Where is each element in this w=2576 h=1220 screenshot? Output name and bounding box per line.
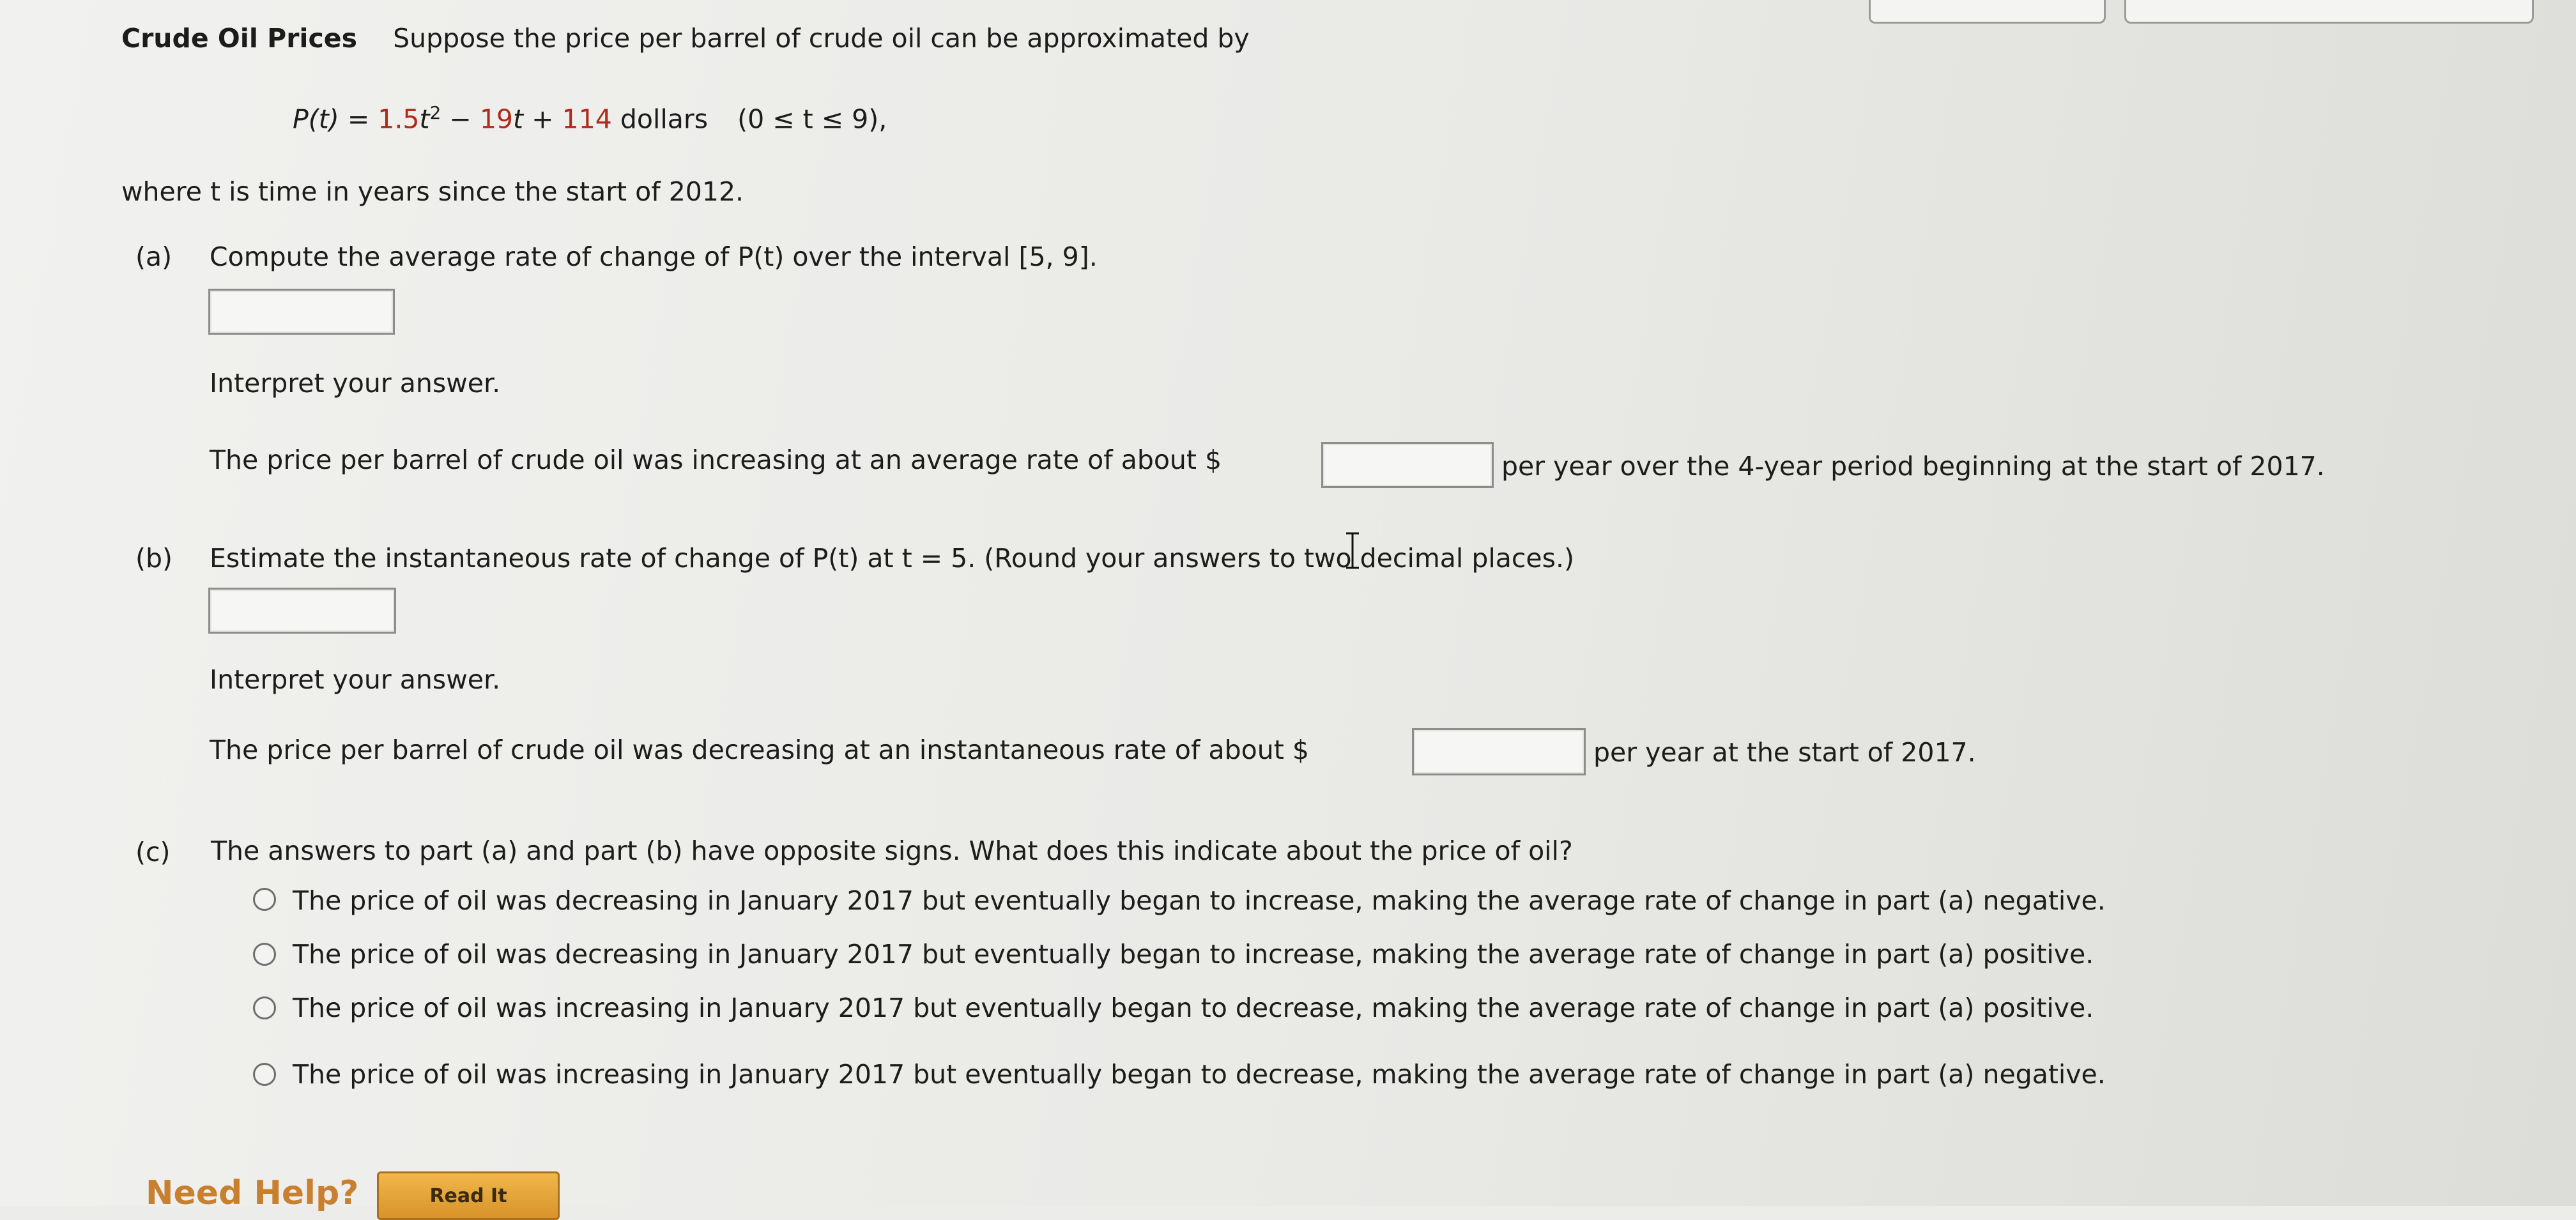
formula-minus: − bbox=[449, 103, 471, 135]
radio-button-icon[interactable] bbox=[253, 943, 276, 966]
top-toolbar-button[interactable] bbox=[2124, 0, 2534, 24]
part-a-answer-input[interactable] bbox=[208, 289, 395, 335]
part-b-answer-input[interactable] bbox=[208, 588, 396, 634]
formula-constant: 114 bbox=[562, 103, 612, 135]
part-b-question: Estimate the instantaneous rate of change of P(t) at t = 5. (Round your answers to two decimal places.) bbox=[210, 543, 1575, 574]
formula-coefficient-b: 19 bbox=[479, 103, 513, 135]
part-a-interpret-input[interactable] bbox=[1321, 442, 1494, 488]
price-formula bbox=[293, 102, 887, 135]
problem-header bbox=[121, 23, 1250, 54]
formula-variable: t bbox=[513, 103, 524, 135]
part-b-label: (b) bbox=[135, 543, 173, 574]
part-c-question: The answers to part (a) and part (b) have opposite signs. What does this indicate about the price of oil? bbox=[211, 835, 1573, 866]
part-a-interpret-label: Interpret your answer. bbox=[210, 368, 501, 399]
radio-button-icon[interactable] bbox=[253, 888, 276, 911]
top-toolbar-button[interactable] bbox=[1869, 0, 2106, 24]
part-a-interpret-sentence-start: The price per barrel of crude oil was increasing at an average rate of about $ bbox=[210, 445, 1222, 475]
formula-plus: + bbox=[532, 103, 554, 135]
part-b-interpret-input[interactable] bbox=[1412, 728, 1586, 775]
formula-coefficient-a: 1.5 bbox=[378, 103, 420, 135]
formula-exponent: 2 bbox=[429, 102, 441, 123]
formula-variable: t bbox=[419, 103, 430, 135]
time-definition: where t is time in years since the start of 2012. bbox=[121, 176, 744, 207]
part-c-option-3[interactable]: The price of oil was increasing in January 2017 but eventually began to decrease, making the average rate of change in part (a) positive. bbox=[293, 993, 2094, 1023]
part-b-interpret-label: Interpret your answer. bbox=[210, 664, 501, 695]
part-c-option-2[interactable]: The price of oil was decreasing in January 2017 but eventually began to increase, making the average rate of change in part (a) positive. bbox=[293, 939, 2094, 970]
formula-unit: dollars bbox=[620, 103, 709, 135]
part-a-question: Compute the average rate of change of P(t) over the interval [5, 9]. bbox=[210, 241, 1098, 272]
part-b-interpret-sentence-start: The price per barrel of crude oil was decreasing at an instantaneous rate of about $ bbox=[210, 735, 1309, 765]
part-b-interpret-sentence-end: per year at the start of 2017. bbox=[1593, 737, 1976, 768]
part-a-label: (a) bbox=[135, 241, 172, 272]
text-cursor-icon bbox=[1344, 531, 1361, 570]
part-c-option-1[interactable]: The price of oil was decreasing in January 2017 but eventually began to increase, making the average rate of change in part (a) negative. bbox=[293, 885, 2106, 916]
read-it-button[interactable]: Read It bbox=[377, 1171, 560, 1220]
problem-intro: Suppose the price per barrel of crude oil can be approximated by bbox=[393, 23, 1250, 54]
part-c-option-4[interactable]: The price of oil was increasing in January 2017 but eventually began to decrease, making the average rate of change in part (a) negative. bbox=[293, 1059, 2106, 1090]
formula-equals: = bbox=[347, 103, 370, 135]
need-help-label: Need Help? bbox=[146, 1174, 359, 1212]
part-c-label: (c) bbox=[135, 837, 171, 867]
part-a-interpret-sentence-end: per year over the 4-year period beginning at the start of 2017. bbox=[1501, 451, 2325, 482]
formula-domain: (0 ≤ t ≤ 9), bbox=[737, 103, 887, 135]
problem-title: Crude Oil Prices bbox=[121, 23, 357, 54]
radio-button-icon[interactable] bbox=[253, 1063, 276, 1086]
formula-lhs: P(t) bbox=[293, 103, 339, 135]
radio-button-icon[interactable] bbox=[253, 996, 276, 1019]
